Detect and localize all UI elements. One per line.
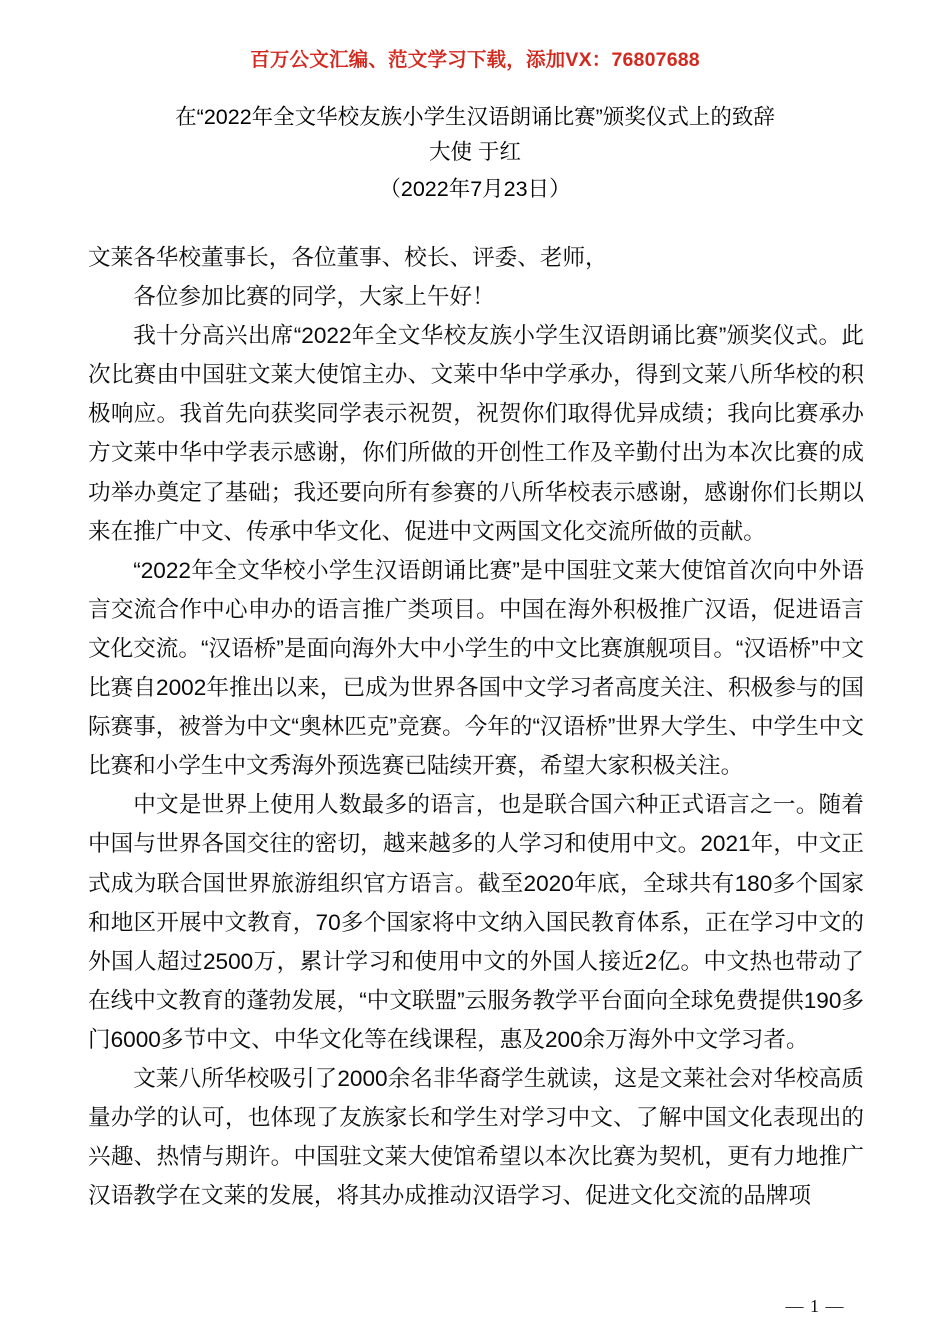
salutation-line-2: 各位参加比赛的同学，大家上午好！: [133, 284, 495, 310]
document-date: （2022年7月23日）: [379, 177, 571, 201]
salutation-line-1: 文莱各华校董事长，各位董事、校长、评委、老师，: [88, 245, 608, 270]
document-author: 大使 于红: [429, 140, 521, 164]
promo-watermark-header: 百万公文汇编、范文学习下载，添加VX：76807688: [250, 49, 700, 71]
page-title: 在“2022年全文华校友族小学生汉语朗诵比赛”颁奖仪式上的致辞: [175, 105, 775, 129]
body-paragraph-1: 我十分高兴出席“2022年全文华校友族小学生汉语朗诵比赛”颁奖仪式。此次比赛由中国驻文莱大使馆主办、文莱中华中学承办，得到文莱八所华校的积极响应。我首先向获奖同学表示祝贺，祝贺你们取得优异成绩；我向比赛承办方文莱中华中学表示感谢，你们所做的开创性工作及辛勤付出为本次比赛的成功举办奠定了基础；我还要向所有参赛的八所华校表示感谢，感谢你们长期以来在推广中文、传承中华文化、促进中文两国文化交流所做的贡献。: [88, 323, 864, 544]
body-paragraph-4: 文莱八所华校吸引了2000余名非华裔学生就读，这是文莱社会对华校高质量办学的认可，也体现了友族家长和学生对学习中文、了解中国文化表现出的兴趣、热情与期许。中国驻文莱大使馆希望以本次比赛为契机，更有力地推广汉语教学在文莱的发展，将其办成推动汉语学习、促进文化交流的品牌项: [88, 1065, 864, 1209]
page-footer: [0, 1296, 950, 1317]
document-body: [88, 238, 864, 1215]
title-block: [0, 100, 950, 208]
page-number: — 1 —: [785, 1296, 845, 1316]
body-paragraph-3: 中文是世界上使用人数最多的语言，也是联合国六种正式语言之一。随着中国与世界各国交往的密切，越来越多的人学习和使用中文。2021年，中文正式成为联合国世界旅游组织官方语言。截至2020年底，全球共有180多个国家和地区开展中文教育，70多个国家将中文纳入国民教育体系，正在学习中文的外国人超过2500万，累计学习和使用中文的外国人接近2亿。中文热也带动了在线中文教育的蓬勃发展，“中文联盟”云服务教学平台面向全球免费提供190多门6000多节中文、中华文化等在线课程，惠及200余万海外中文学习者。: [88, 792, 864, 1052]
body-paragraph-2: “2022年全文华校小学生汉语朗诵比赛”是中国驻文莱大使馆首次向中外语言交流合作中心申办的语言推广类项目。中国在海外积极推广汉语，促进语言文化交流。“汉语桥”是面向海外大中小学生的中文比赛旗舰项目。“汉语桥”中文比赛自2002年推出以来，已成为世界各国中文学习者高度关注、积极参与的国际赛事，被誉为中文“奥林匹克”竞赛。今年的“汉语桥”世界大学生、中学生中文比赛和小学生中文秀海外预选赛已陆续开赛，希望大家积极关注。: [88, 557, 864, 779]
